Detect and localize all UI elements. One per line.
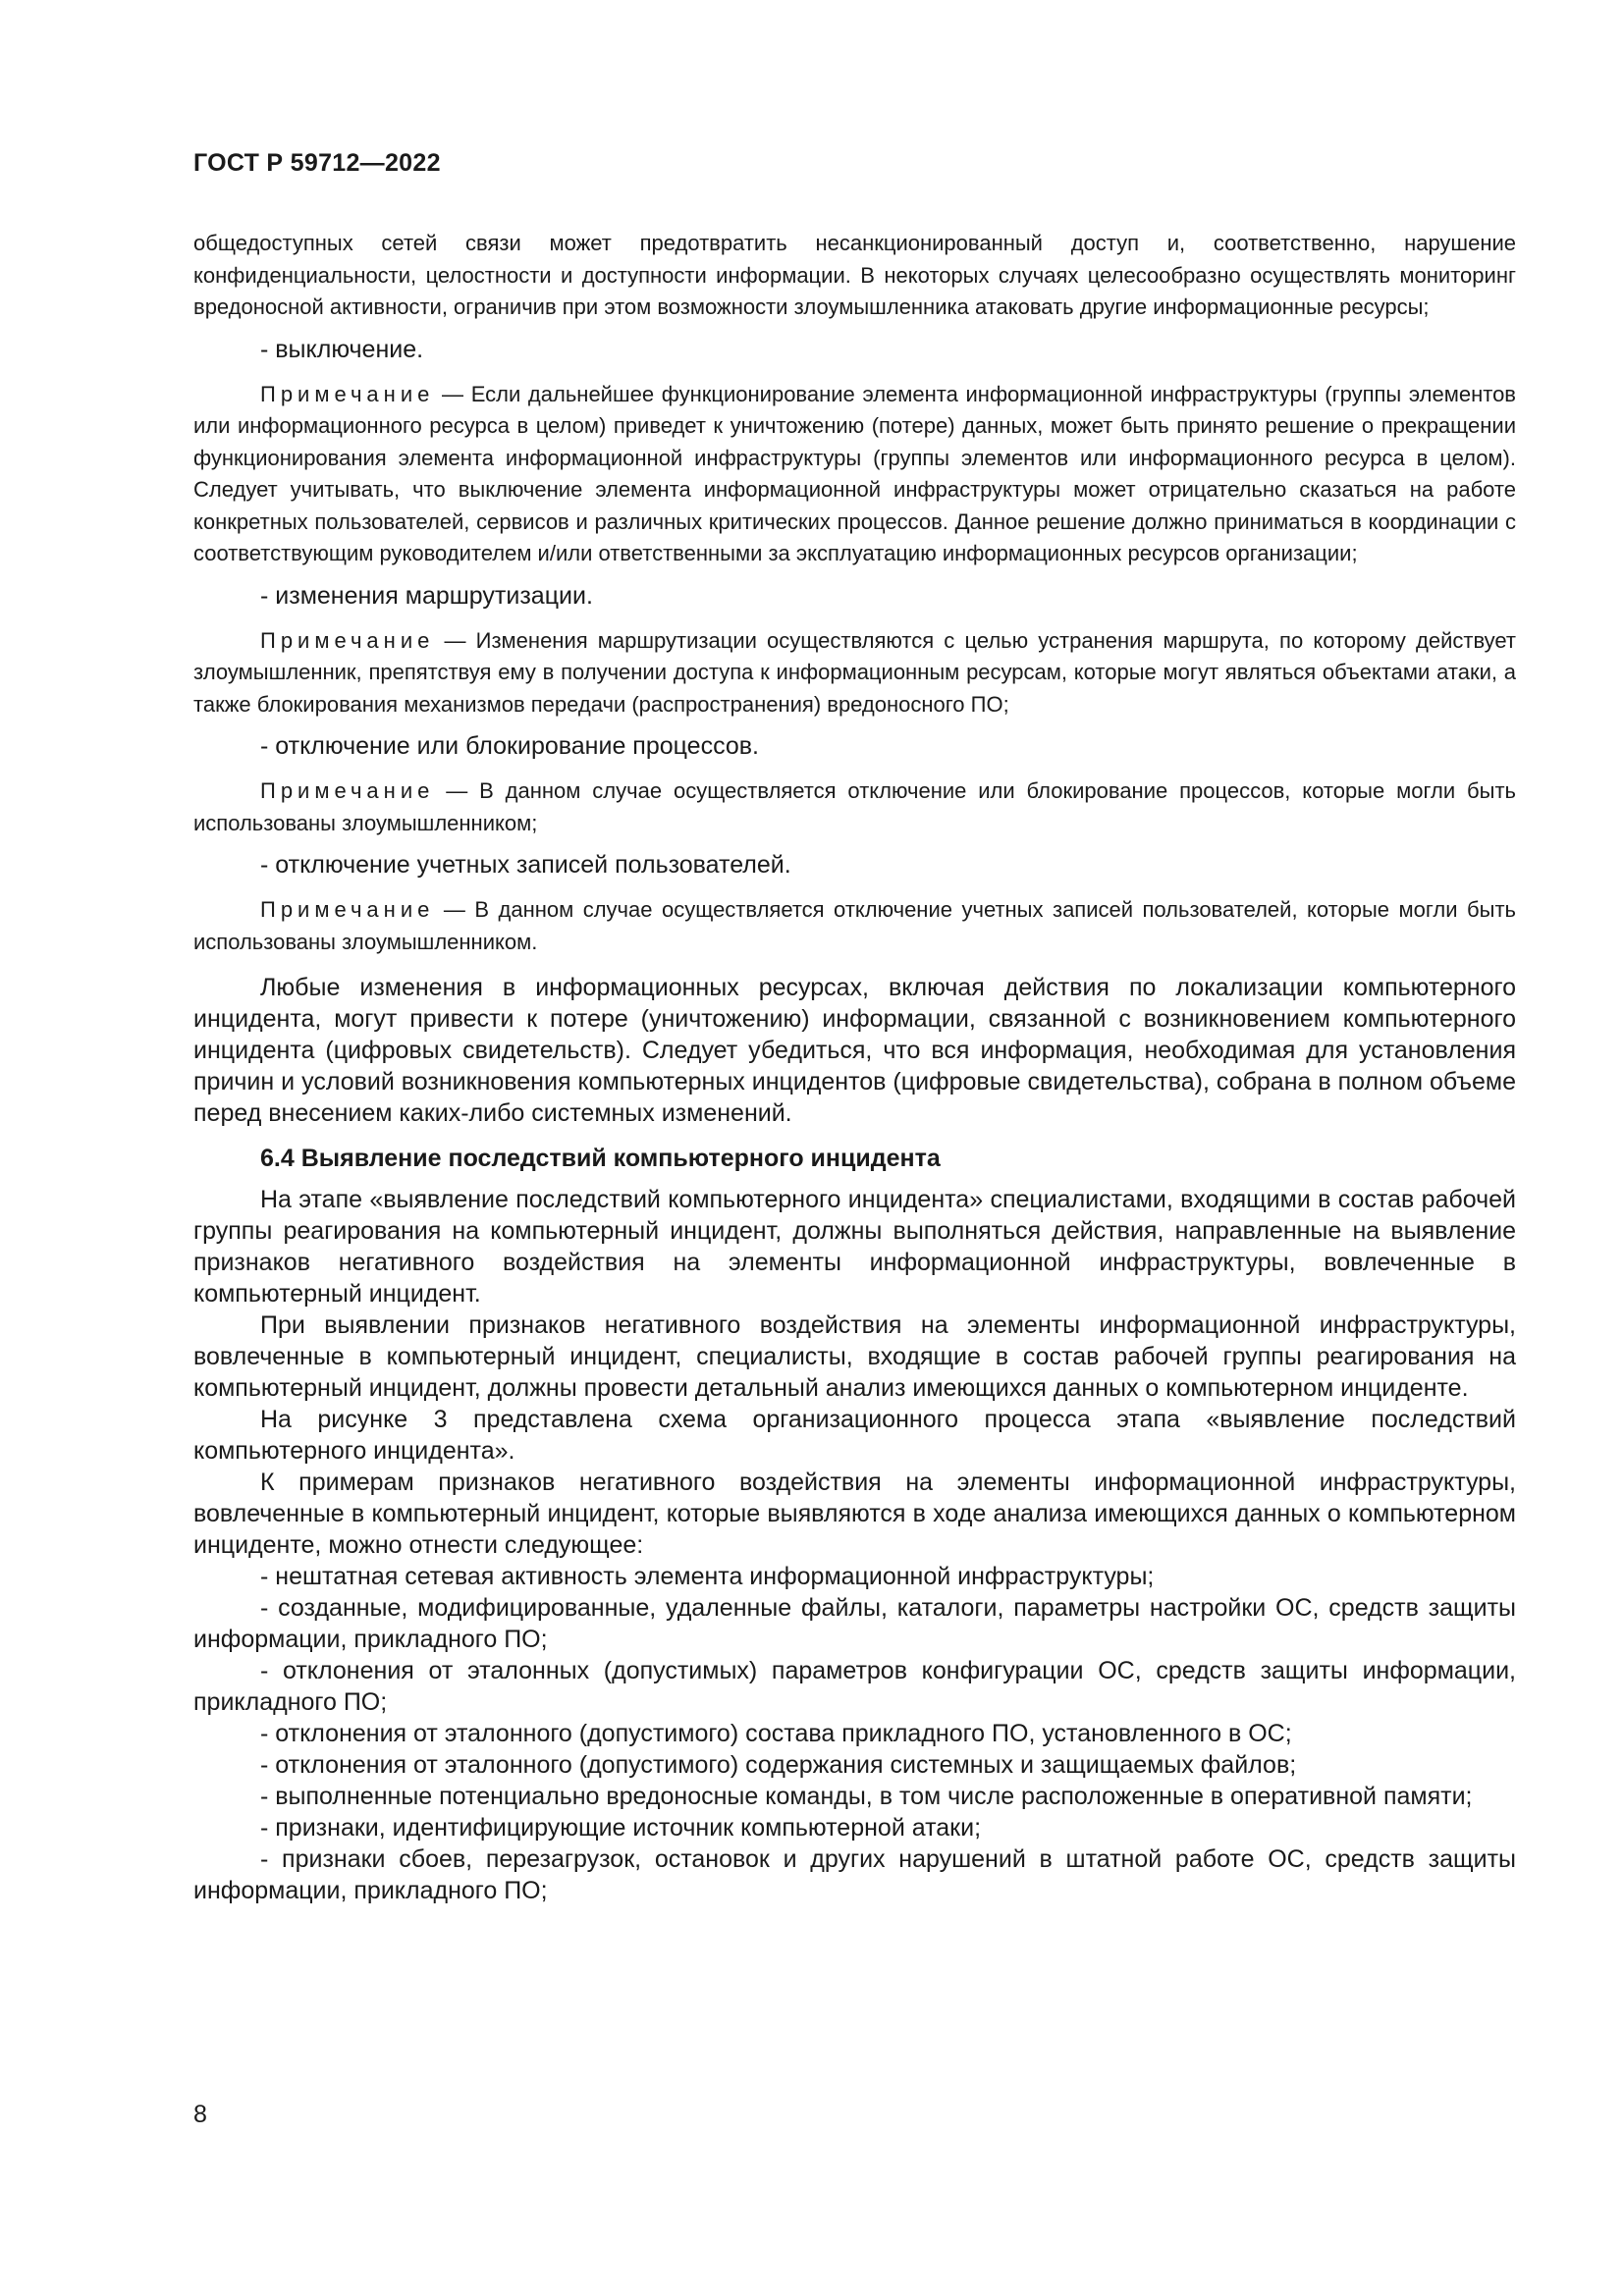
note-label: Примечание [260, 897, 435, 922]
paragraph-section-1: На этапе «выявление последствий компьютерного инцидента» специалистами, входящими в состав рабочей группы реагирования на компьютерный инцидент, должны выполняться действия, направленные на выявление признаков негативного воздействия на элементы информационной инфраструктуры, вовлеченные в компьютерный инцидент. [193, 1186, 1516, 1308]
paragraph-section-4: К примерам признаков негативного воздействия на элементы информационной инфраструктуры, вовлеченные в компьютерный инцидент, которые выявляются в ходе анализа имеющихся данных о компьютерном инциденте, можно отнести следующее: [193, 1468, 1516, 1559]
paragraph-section-2: При выявлении признаков негативного воздействия на элементы информационной инфраструктуры, вовлеченные в компьютерный инцидент, специалисты, входящие в состав рабочей группы реагирования на компьютерный инцидент, должны провести детальный анализ имеющихся данных о компьютерном инциденте. [193, 1311, 1516, 1402]
list-item-sign: - признаки сбоев, перезагрузок, остановок и других нарушений в штатной работе ОС, средств защиты информации, прикладного ПО; [193, 1845, 1516, 1904]
list-item-sign: - отклонения от эталонного (допустимого) состава прикладного ПО, установленного в ОС; [260, 1720, 1292, 1747]
note-label: Примечание [260, 381, 435, 406]
list-item-processes: - отключение или блокирование процессов. [260, 732, 759, 760]
page-number: 8 [193, 2101, 207, 2128]
note-accounts: Примечание — В данном случае осуществляется отключение учетных записей пользователей, которые могли быть использованы злоумышленником. [193, 897, 1516, 954]
list-item-shutdown: - выключение. [260, 335, 424, 363]
list-item-sign: - признаки, идентифицирующие источник компьютерной атаки; [260, 1814, 982, 1842]
note-routing: Примечание — Изменения маршрутизации осуществляются с целью устранения маршрута, по которому действует злоумышленник, препятствуя ему в получении доступа к информационным ресурсам, которые могут являться объектами атаки, а также блокирования механизмов передачи (распространения) вредоносного ПО; [193, 627, 1516, 717]
paragraph-changes: Любые изменения в информационных ресурсах, включая действия по локализации компьютерного инцидента, могут привести к потере (уничтожению) информации, связанной с возникновением компьютерного инцидента (цифровых свидетельств). Следует убедиться, что вся информация, необходимая для установления причин и условий возникновения компьютерных инцидентов (цифровые свидетельства), собрана в полном объеме перед внесением каких-либо системных изменений. [193, 974, 1516, 1127]
list-item-sign: - нештатная сетевая активность элемента информационной инфраструктуры; [260, 1563, 1155, 1590]
list-item-sign: - отклонения от эталонных (допустимых) параметров конфигурации ОС, средств защиты информации, прикладного ПО; [193, 1657, 1516, 1716]
list-item-routing: - изменения маршрутизации. [260, 581, 593, 610]
note-shutdown: Примечание — Если дальнейшее функционирование элемента информационной инфраструктуры (группы элементов или информационного ресурса в целом) приведет к уничтожению (потере) данных, может быть принято решение о прекращении функционирования элемента информационной инфраструктуры (группы элементов или информационного ресурса в целом). Следует учитывать, что выключение элемента информационной инфраструктуры может отрицательно сказаться на работе конкретных пользователей, сервисов и различных критических процессов. Данное решение должно приниматься в координации с соответствующим руководителем и/или ответственными за эксплуатацию информационных ресурсов организации; [193, 381, 1516, 565]
section-heading: 6.4 Выявление последствий компьютерного инцидента [260, 1145, 941, 1172]
paragraph-intro: общедоступных сетей связи может предотвратить несанкционированный доступ и, соответственно, нарушение конфиденциальности, целостности и доступности информации. В некоторых случаях целесообразно осуществлять мониторинг вредоносной активности, ограничив при этом возможности злоумышленника атаковать другие информационные ресурсы; [193, 231, 1516, 319]
document-header: ГОСТ Р 59712—2022 [193, 149, 441, 177]
list-item-accounts: - отключение учетных записей пользователей. [260, 851, 791, 879]
note-label: Примечание [260, 778, 435, 803]
paragraph-section-3: На рисунке 3 представлена схема организационного процесса этапа «выявление последствий компьютерного инцидента». [193, 1406, 1516, 1465]
note-processes: Примечание — В данном случае осуществляется отключение или блокирование процессов, которые могли быть использованы злоумышленником; [193, 778, 1516, 835]
list-item-sign: - выполненные потенциально вредоносные команды, в том числе расположенные в оперативной памяти; [260, 1783, 1473, 1810]
list-item-sign: - отклонения от эталонного (допустимого) содержания системных и защищаемых файлов; [260, 1751, 1297, 1779]
page-content [193, 228, 1516, 1906]
note-label: Примечание [260, 627, 435, 653]
list-item-sign: - созданные, модифицированные, удаленные файлы, каталоги, параметры настройки ОС, средств защиты информации, прикладного ПО; [193, 1594, 1516, 1653]
